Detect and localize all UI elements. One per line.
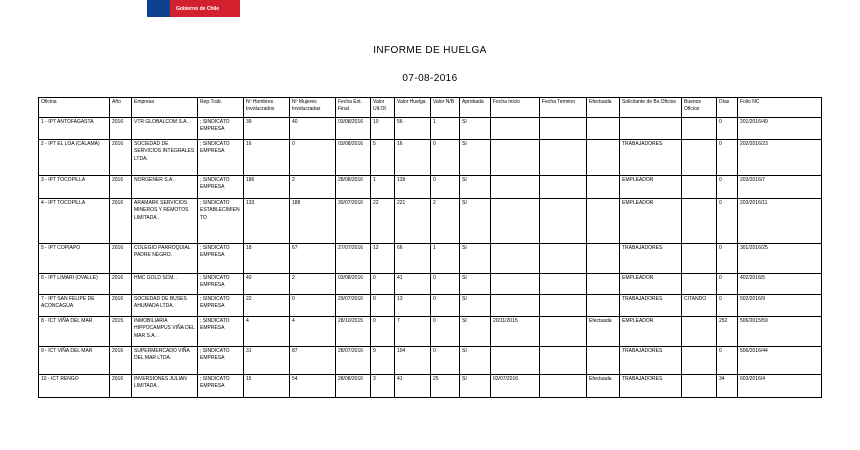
table-cell: 5 - IPT COPIAPO [39,244,110,274]
table-cell: 10 - ICT RENGO [39,375,110,398]
table-cell: ; SINDICATO EMPRESA [198,140,244,176]
table-cell: 2 [290,176,336,199]
table-cell: 0 [717,140,738,176]
table-cell: INVERSIONES JULIAN LIMITADA . [132,375,198,398]
table-cell: 2016 [110,375,132,398]
table-cell: 25 [431,375,460,398]
table-cell: 2016 [110,118,132,140]
table-cell [587,199,620,244]
table-cell [587,118,620,140]
table-cell: 4 - IPT TOCOPILLA [39,199,110,244]
table-cell: 6 - IPT LIMARI (OVALLE) [39,274,110,295]
table-cell: 0 [431,274,460,295]
table-cell [540,295,587,317]
table-cell: EMPLEADOR [620,199,682,244]
table-cell [682,347,717,375]
table-cell: TRABAJADORES [620,295,682,317]
table-cell [682,176,717,199]
table-cell: 22 [244,295,290,317]
table-cell: 133 [244,199,290,244]
table-cell: 0 [431,140,460,176]
table-cell: ; SINDICATO EMPRESA [198,347,244,375]
table-cell: EMPLEADOR [620,274,682,295]
table-cell: CITANDO [682,295,717,317]
table-cell: 0 [717,176,738,199]
table-cell: 3 [371,375,395,398]
table-cell: HMC GOLD SCM. . [132,274,198,295]
table-cell: 104 [395,347,431,375]
table-row [39,176,822,199]
table-cell [491,199,540,244]
column-header: Efectuada [587,98,620,118]
table-cell: 03/08/2016 [336,118,371,140]
table-cell: 34 [717,375,738,398]
table-cell: ; SINDICATO EMPRESA [198,317,244,347]
table-cell: 15 [244,375,290,398]
table-cell: 0 [717,118,738,140]
table-cell: 10 [371,118,395,140]
table-cell: 2016 [110,199,132,244]
table-cell: 16 [395,140,431,176]
table-cell: 0 [431,347,460,375]
table-cell: ARAMARK SERVICIOS MINEROS Y REMOTOS LIMITADA . [132,199,198,244]
table-cell: SI [460,274,491,295]
table-cell: 221 [395,199,431,244]
table-cell: EMPLEADOR [620,176,682,199]
table-cell [587,176,620,199]
table-cell [682,274,717,295]
table-cell: ; SINDICATO EMPRESA [198,274,244,295]
table-cell: 28/10/2015 [336,317,371,347]
table-cell: 29/07/2016 [336,295,371,317]
table-cell [682,118,717,140]
table-cell: 28/08/2016 [336,176,371,199]
table-cell [682,375,717,398]
table-row [39,140,822,176]
column-header: Valor Huelga [395,98,431,118]
table-cell: 0 [371,274,395,295]
table-cell: 30/07/2016 [336,199,371,244]
table-cell [682,317,717,347]
table-cell: 40 [244,274,290,295]
table-cell [682,244,717,274]
table-cell: 41 [395,375,431,398]
table-cell: 9 - ICT VIÑA DEL MAR [39,347,110,375]
table-cell: 3 - IPT TOCOPILLA [39,176,110,199]
table-cell: NORGENER S.A. . [132,176,198,199]
table-cell: 203/2016/7 [738,176,822,199]
table-cell: SI [460,118,491,140]
table-cell [587,347,620,375]
table-cell [540,375,587,398]
table-cell: 1 [431,118,460,140]
table-cell: 301/2016/25 [738,244,822,274]
table-cell: 5 [371,140,395,176]
table-row [39,118,822,140]
table-cell: 12 [371,244,395,274]
table-cell: 67 [290,244,336,274]
table-cell: 40 [290,118,336,140]
table-row [39,244,822,274]
table-cell: 506/2016/44 [738,347,822,375]
table-cell: 0 [717,199,738,244]
table-cell: Efectuada [587,317,620,347]
column-header: Valor Ult.Of. [371,98,395,118]
column-header: Oficina [39,98,110,118]
table-cell: Efectuada [587,375,620,398]
table-cell [682,199,717,244]
column-header: Folio NC [738,98,822,118]
table-cell [540,317,587,347]
column-header: Nº Hombres Involucrados [244,98,290,118]
table-cell: 2016 [110,176,132,199]
column-header: Fecha Termino [540,98,587,118]
table-cell [491,347,540,375]
table-cell: 402/2016/5 [738,274,822,295]
table-cell: SI [460,199,491,244]
table-cell [491,295,540,317]
table-cell: 2016 [110,140,132,176]
table-row [39,199,822,244]
table-cell: 139 [395,176,431,199]
table-cell: 0 [431,176,460,199]
table-cell: 13 [395,295,431,317]
table-row [39,274,822,295]
column-header: Empresa [132,98,198,118]
table-cell: 0 [290,295,336,317]
table-cell: 03/07/2016 [491,375,540,398]
table-cell: ; SINDICATO EMPRESA [198,118,244,140]
table-cell: 188 [290,199,336,244]
table-cell: 31 [244,347,290,375]
table-cell: SOCIEDAD DE SERVICIOS INTEGRALES LTDA. [132,140,198,176]
table-cell: 1 [431,244,460,274]
table-cell: 66 [395,244,431,274]
table-cell: 0 [717,244,738,274]
table-cell: 9 [371,347,395,375]
column-header: Fecha Inicio [491,98,540,118]
table-cell: 7 - IPT SAN FELIPE DE ACONCAGUA [39,295,110,317]
table-cell [587,140,620,176]
table-cell: 18 [244,244,290,274]
table-cell: EMPLEADOR [620,317,682,347]
table-cell: 2016 [110,347,132,375]
report-date: 07-08-2016 [402,73,458,84]
table-cell: 2016 [110,274,132,295]
table-cell: 0 [431,317,460,347]
table-cell: 203/2016/11 [738,199,822,244]
column-header: Solicitante de Bs.Oficios [620,98,682,118]
table-cell: 56 [395,118,431,140]
table-cell: SI [460,244,491,274]
table-cell: 87 [290,347,336,375]
table-cell: 0 [717,274,738,295]
table-cell: 22 [371,199,395,244]
table-cell: VTR GLOBALCOM S.A. . [132,118,198,140]
table-cell: 7 [395,317,431,347]
table-cell: 03/08/2016 [336,140,371,176]
gobierno-logo [147,0,240,17]
table-cell: SI [460,140,491,176]
table-cell: ; SINDICATO EMPRESA [198,295,244,317]
table-cell [620,118,682,140]
table-cell: 2015 [110,317,132,347]
table-cell: 0 [717,347,738,375]
table-cell: 0 [290,140,336,176]
table-cell: SOCIEDAD DE BUSES AHUMADA LTDA. . [132,295,198,317]
table-cell: SI [460,295,491,317]
table-cell: 186 [244,176,290,199]
table-cell: SI [460,347,491,375]
column-header: Fecha Ext. Final [336,98,371,118]
report-title: INFORME DE HUELGA [373,45,487,56]
table-cell [587,244,620,274]
table-row [39,347,822,375]
table-header-row [39,98,822,118]
table-cell: 202/2016/23 [738,140,822,176]
table-cell: 252 [717,317,738,347]
table-cell: 0 [371,295,395,317]
table-cell: 502/2016/9 [738,295,822,317]
table-cell: 506/2015/59 [738,317,822,347]
table-cell: 201/2016/49 [738,118,822,140]
table-cell [491,140,540,176]
table-cell [491,244,540,274]
table-cell: 1 [371,176,395,199]
logo-label: Gobierno de Chile [170,0,240,17]
table-cell: 41 [395,274,431,295]
table-cell: 2016 [110,295,132,317]
column-header: Año [110,98,132,118]
table-cell [491,274,540,295]
table-cell: TRABAJADORES [620,244,682,274]
table-cell: SUPERMERCADO VIÑA DEL MAR LTDA. [132,347,198,375]
table-cell: TRABAJADORES [620,140,682,176]
table-cell: ; SINDICATO EMPRESA [198,244,244,274]
table-cell: TRABAJADORES [620,347,682,375]
table-cell: ; SINDICATO EMPRESA [198,375,244,398]
column-header: Aprobada [460,98,491,118]
table-cell [540,176,587,199]
table-row [39,295,822,317]
table-cell: 2 [431,199,460,244]
table-cell: 2 [290,274,336,295]
table-cell: 16 [244,140,290,176]
column-header: Días [717,98,738,118]
table-cell: 28/07/2016 [336,347,371,375]
table-cell: SI [460,176,491,199]
column-header: Buenos Oficios [682,98,717,118]
table-cell: 2 - IPT EL LOA (CALAMA) [39,140,110,176]
table-cell: ; SINDICATO ESTABLECIMIENTO [198,199,244,244]
table-cell: 39 [244,118,290,140]
table-cell [682,140,717,176]
table-cell: 20/11/2015 [491,317,540,347]
table-cell [540,244,587,274]
table-cell: 0 [717,295,738,317]
table-cell: 603/2016/4 [738,375,822,398]
table-cell: 1 - IPT ANTOFAGASTA [39,118,110,140]
table-cell [540,140,587,176]
logo-blue-block [147,0,170,17]
table-cell: SI [460,317,491,347]
table-cell [587,274,620,295]
table-cell: 4 [290,317,336,347]
table-cell [540,118,587,140]
table-cell: SI [460,375,491,398]
table-row [39,317,822,347]
table-row [39,375,822,398]
table-cell [491,118,540,140]
table-cell [491,176,540,199]
column-header: Nº Mujeres Involucradas [290,98,336,118]
table-cell: 0 [431,295,460,317]
table-cell: 0 [371,317,395,347]
table-cell: TRABAJADORES [620,375,682,398]
column-header: Valor N/B [431,98,460,118]
table-cell: 8 - ICT VIÑA DEL MAR [39,317,110,347]
table-cell: 28/08/2016 [336,375,371,398]
strike-report-table [38,97,822,398]
table-cell: 54 [290,375,336,398]
table-cell: COLEGIO PARROQUIAL PADRE NEGRO. [132,244,198,274]
table-cell [587,295,620,317]
table-cell: 4 [244,317,290,347]
table-cell [540,347,587,375]
table-cell: 27/07/2016 [336,244,371,274]
table-cell [540,274,587,295]
table-cell: INMOBILIARIA HIPPOCAMPUS VIÑA DEL MAR S.A. . [132,317,198,347]
table-cell: 03/08/2016 [336,274,371,295]
table-cell: 2016 [110,244,132,274]
table-cell: ; SINDICATO EMPRESA [198,176,244,199]
column-header: Rep.Trab. [198,98,244,118]
table-cell [540,199,587,244]
